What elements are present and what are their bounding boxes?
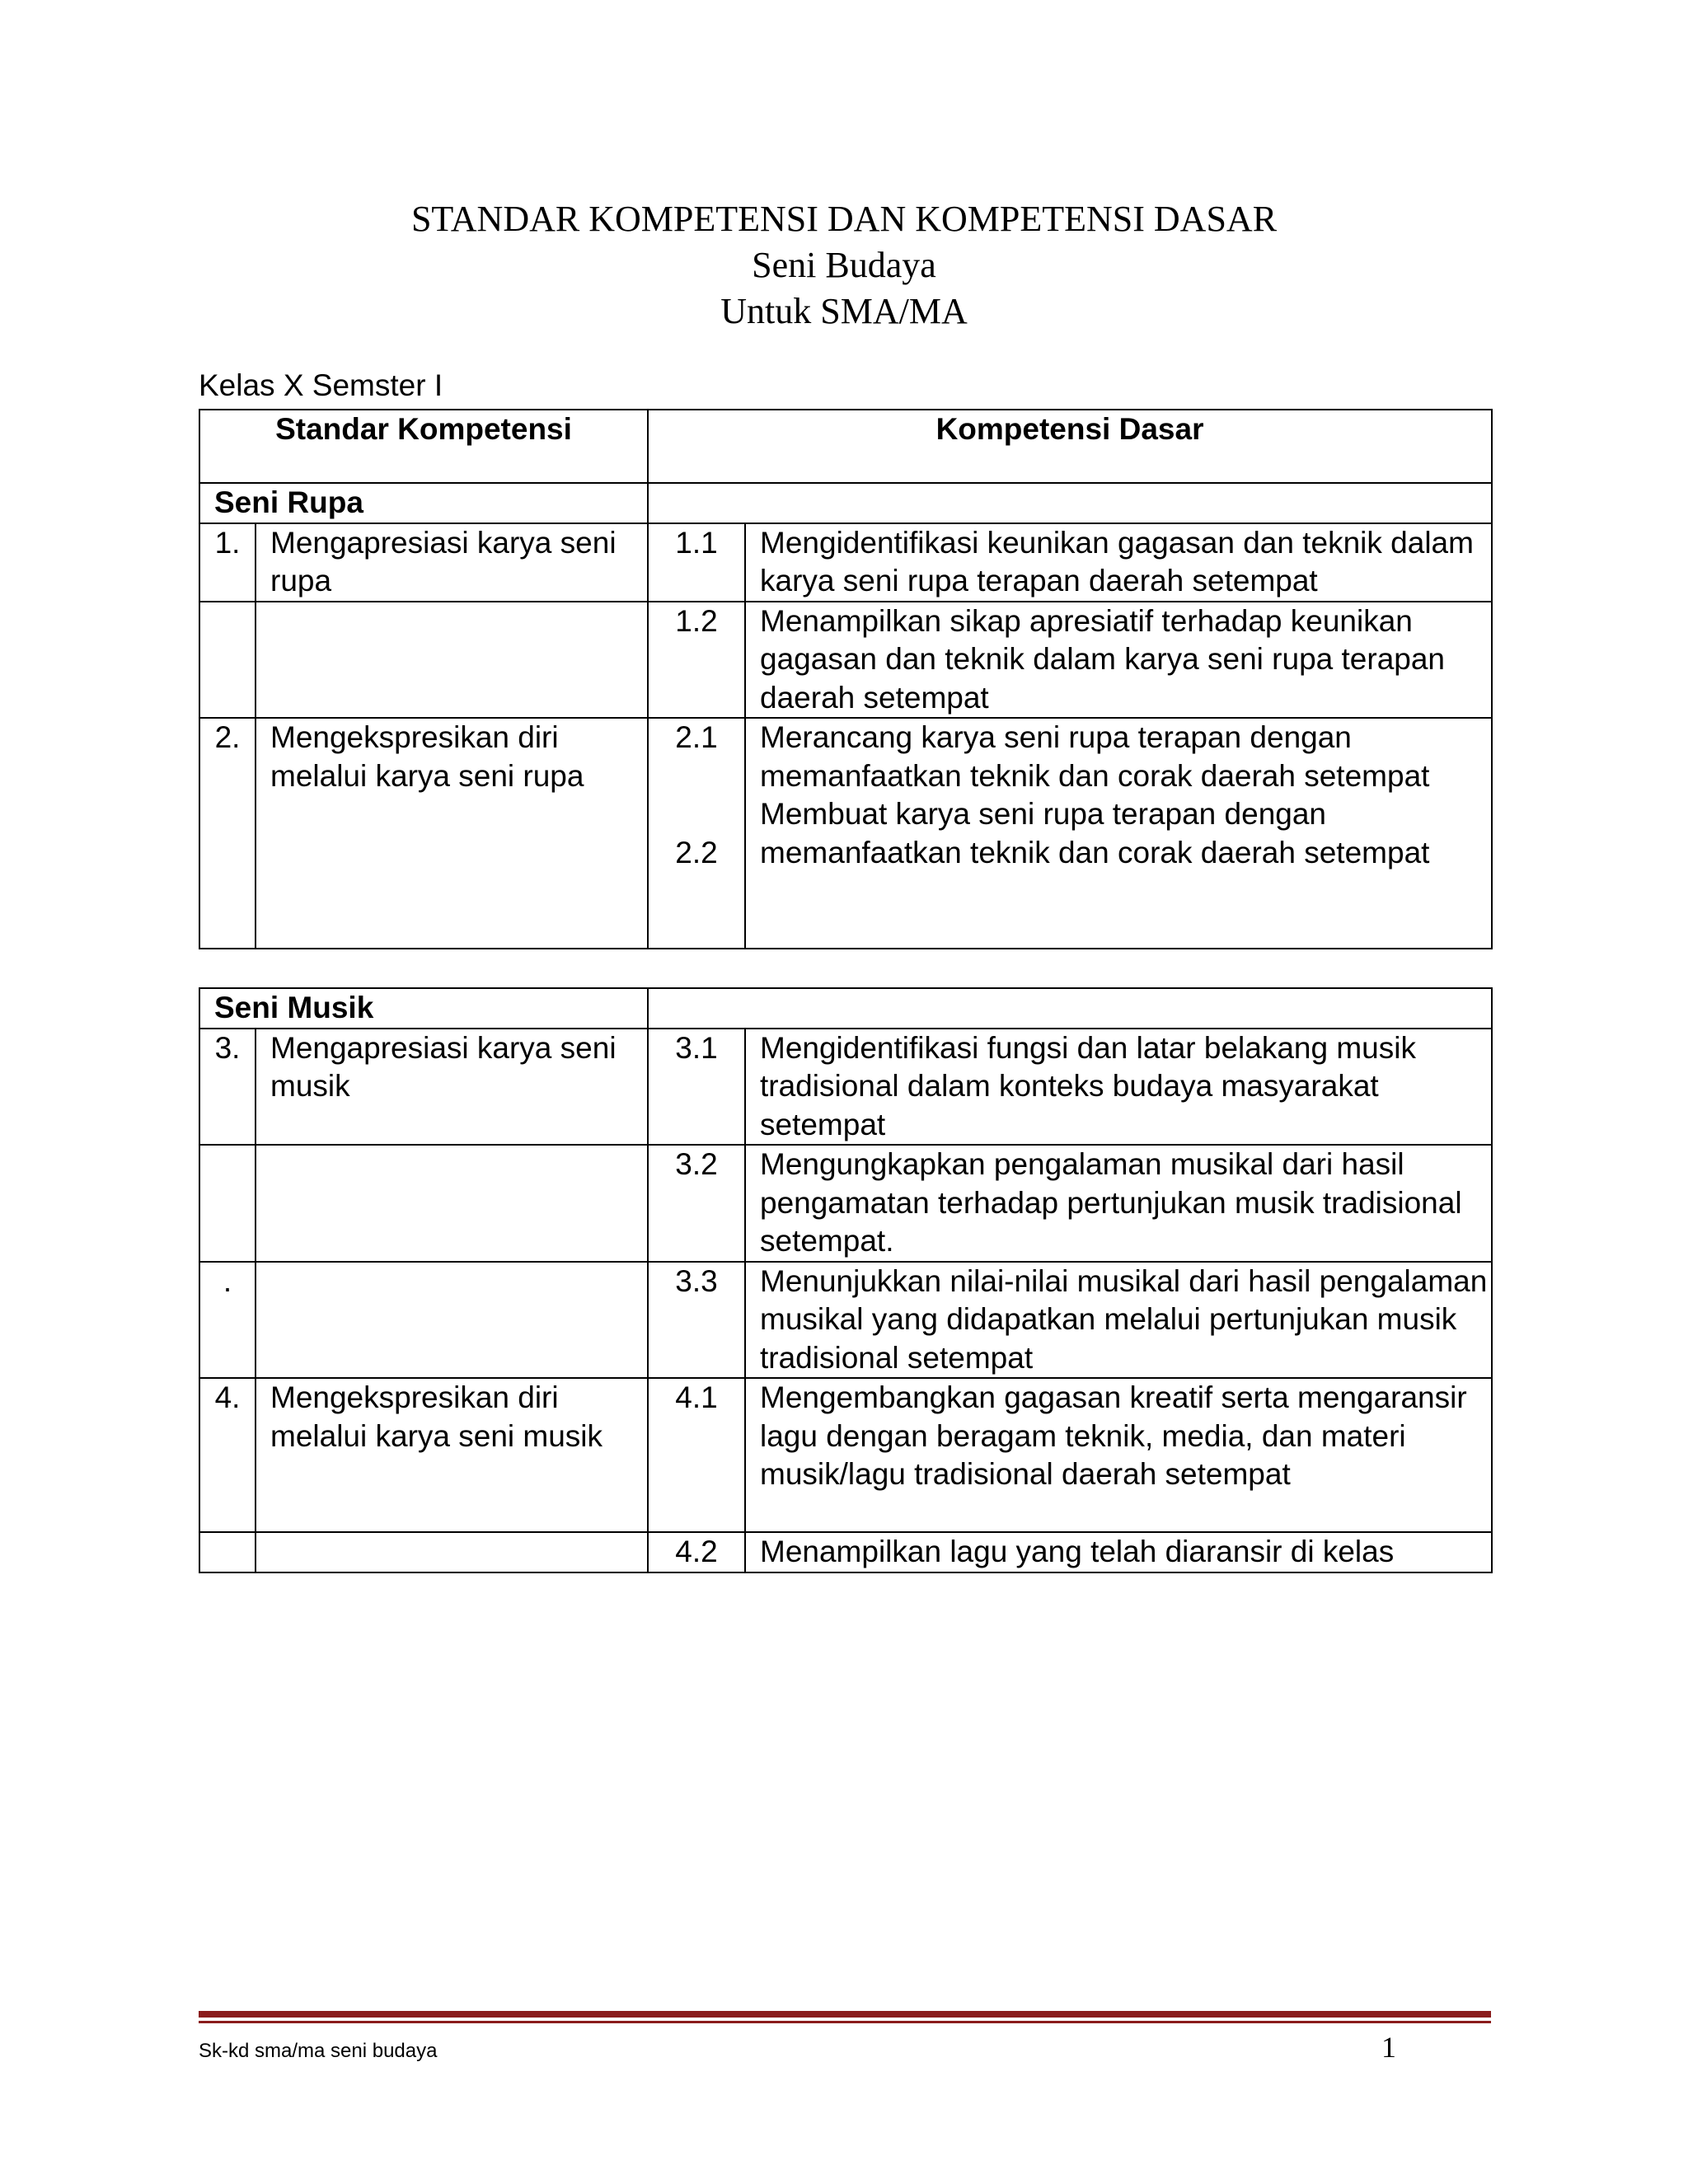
kd-number: 1.1 bbox=[648, 523, 745, 602]
title-line-1: STANDAR KOMPETENSI DAN KOMPETENSI DASAR bbox=[410, 199, 1278, 239]
page-number: 1 bbox=[1381, 2031, 1396, 2064]
table-row bbox=[199, 1145, 1492, 1262]
kd-text: Mengungkapkan pengalaman musikal dari hasil pengamatan terhadap pertunjukan musik tradisional setempat. bbox=[745, 1145, 1492, 1262]
table-row bbox=[199, 523, 1492, 602]
kd-text: Membuat karya seni rupa terapan dengan memanfaatkan teknik dan corak daerah setempat bbox=[760, 797, 1430, 869]
table-row bbox=[199, 1262, 1492, 1379]
kd-number-cell bbox=[648, 718, 745, 949]
sk-text: Mengekspresikan diri melalui karya seni rupa bbox=[256, 718, 648, 949]
section-row bbox=[199, 988, 1492, 1029]
table-row bbox=[199, 602, 1492, 719]
header-kompetensi-dasar: Kompetensi Dasar bbox=[648, 410, 1492, 483]
sk-number bbox=[199, 1145, 256, 1262]
sk-text bbox=[256, 1532, 648, 1572]
kd-text-cell bbox=[745, 718, 1492, 949]
section-row bbox=[199, 483, 1492, 523]
kd-number: 2.1 bbox=[675, 720, 718, 754]
kd-text: Menunjukkan nilai-nilai musikal dari hasil pengalaman musikal yang didapatkan melalui pertunjukan musik tradisional setempat bbox=[745, 1262, 1492, 1379]
footer-document-name: Sk-kd sma/ma seni budaya bbox=[199, 2040, 438, 2062]
footer-divider-thick bbox=[199, 2011, 1491, 2018]
section-title: Seni Musik bbox=[199, 988, 648, 1029]
class-semester-label: Kelas X Semster I bbox=[199, 368, 443, 402]
sk-number bbox=[199, 602, 256, 719]
table-row bbox=[199, 718, 1492, 949]
sk-number bbox=[199, 1532, 256, 1572]
sk-number: . bbox=[199, 1262, 256, 1379]
sk-number: 1. bbox=[199, 523, 256, 602]
kd-text: Mengidentifikasi keunikan gagasan dan teknik dalam karya seni rupa terapan daerah setempat bbox=[745, 523, 1492, 602]
section-empty-cell bbox=[648, 988, 1492, 1029]
section-title: Seni Rupa bbox=[199, 483, 648, 523]
sk-text bbox=[256, 602, 648, 719]
title-line-2: Seni Budaya bbox=[752, 245, 936, 285]
kd-text: Menampilkan lagu yang telah diaransir di kelas bbox=[745, 1532, 1492, 1572]
kd-number: 3.2 bbox=[648, 1145, 745, 1262]
title-line-3: Untuk SMA/MA bbox=[720, 291, 968, 331]
kd-number: 4.1 bbox=[648, 1378, 745, 1532]
table-row bbox=[199, 1378, 1492, 1532]
sk-text: Mengapresiasi karya seni musik bbox=[256, 1029, 648, 1146]
sk-number: 2. bbox=[199, 718, 256, 949]
competency-table-seni-musik bbox=[199, 987, 1493, 1573]
kd-number: 4.2 bbox=[648, 1532, 745, 1572]
kd-number-spacer bbox=[649, 757, 744, 834]
header-standar-kompetensi: Standar Kompetensi bbox=[199, 410, 648, 483]
kd-number: 2.2 bbox=[675, 835, 718, 869]
competency-table-seni-rupa bbox=[199, 409, 1493, 949]
kd-text: Mengidentifikasi fungsi dan latar belakang musik tradisional dalam konteks budaya masyarakat setempat bbox=[745, 1029, 1492, 1146]
kd-text: Mengembangkan gagasan kreatif serta mengaransir lagu dengan beragam teknik, media, dan materi musik/lagu tradisional daerah setempat bbox=[745, 1378, 1492, 1532]
section-empty-cell bbox=[648, 483, 1492, 523]
sk-text bbox=[256, 1262, 648, 1379]
sk-text: Mengekspresikan diri melalui karya seni musik bbox=[256, 1378, 648, 1532]
kd-text: Merancang karya seni rupa terapan dengan memanfaatkan teknik dan corak daerah setempat bbox=[760, 720, 1430, 793]
kd-text: Menampilkan sikap apresiatif terhadap keunikan gagasan dan teknik dalam karya seni rupa terapan daerah setempat bbox=[745, 602, 1492, 719]
document-title bbox=[0, 196, 1688, 335]
table-header-row bbox=[199, 410, 1492, 483]
sk-number: 3. bbox=[199, 1029, 256, 1146]
footer-divider-thin bbox=[199, 2021, 1491, 2023]
sk-text bbox=[256, 1145, 648, 1262]
table-row bbox=[199, 1029, 1492, 1146]
sk-number: 4. bbox=[199, 1378, 256, 1532]
kd-number: 1.2 bbox=[648, 602, 745, 719]
sk-text: Mengapresiasi karya seni rupa bbox=[256, 523, 648, 602]
kd-number: 3.3 bbox=[648, 1262, 745, 1379]
kd-number: 3.1 bbox=[648, 1029, 745, 1146]
table-row bbox=[199, 1532, 1492, 1572]
